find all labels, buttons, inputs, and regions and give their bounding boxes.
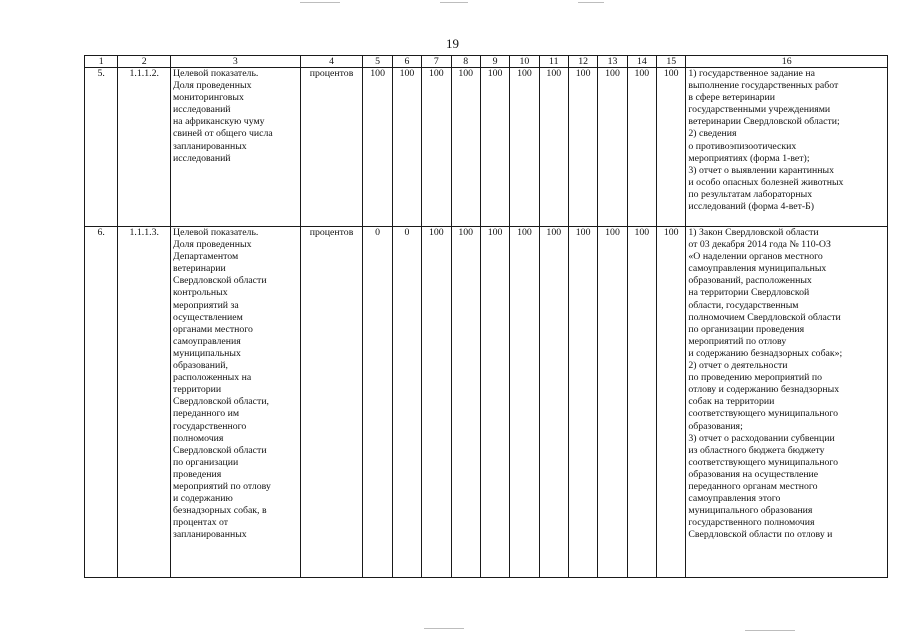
cell-text-line: мероприятий по отлову [173, 480, 271, 492]
cell-text-line: по результатам лабораторных [688, 188, 813, 200]
cell-text-line: мероприятий по отлову [688, 335, 787, 347]
page-number: 19 [446, 36, 459, 51]
cell-text-line: мониторинговых [173, 92, 244, 104]
cell-text-line: мероприятий за [173, 299, 239, 311]
indicator-code: 1.1.1.3. [118, 227, 171, 578]
cell-text-line: 2) отчет о деятельности [688, 360, 788, 372]
cell-text-line: «О наделении органов местного [688, 251, 823, 263]
value-cell: 100 [510, 68, 539, 227]
cell-text-line: полномочием Свердловской области [688, 311, 841, 323]
cell-text-line: территории [173, 384, 222, 396]
value-cell: 100 [422, 227, 451, 578]
cell-text-line: соответствующего муниципального [688, 408, 839, 420]
data-source-cell [686, 68, 888, 227]
row-number: 5. [85, 68, 118, 227]
cell-text-line: проведения [173, 468, 222, 480]
cell-text-line: и содержанию безнадзорных собак»; [688, 347, 843, 359]
cell-text-line: отлову и содержанию безнадзорных [688, 384, 840, 396]
value-cell: 100 [480, 227, 509, 578]
cell-text-line: Департаментом [173, 251, 239, 263]
cell-text-line: муниципального образования [688, 505, 813, 517]
column-header: 14 [627, 56, 656, 68]
cell-text-line: и содержанию [173, 493, 233, 505]
value-cell: 100 [598, 68, 627, 227]
cell-text-line: 1) Закон Свердловской области [688, 227, 819, 238]
cell-text-line: по организации проведения [688, 323, 805, 335]
cell-text-line: выполнение государственных работ [688, 80, 839, 92]
cell-text-line: по проведению мероприятий по [688, 372, 822, 384]
cell-text-line: государственными учреждениями [688, 104, 831, 116]
cell-text-line: 3) отчет о расходовании субвенции [688, 432, 835, 444]
value-cell: 100 [480, 68, 509, 227]
cell-text-line: муниципальных [173, 347, 241, 359]
scan-artifact-top-left [300, 2, 340, 3]
cell-text-line: исследований [173, 104, 231, 116]
cell-text-line: соответствующего муниципального [688, 456, 839, 468]
indicator-name [171, 227, 301, 578]
cell-text-line: полномочия [173, 432, 224, 444]
value-cell: 0 [392, 227, 421, 578]
indicator-code: 1.1.1.2. [118, 68, 171, 227]
cell-text-line: Свердловской области, [173, 396, 270, 408]
column-header: 5 [363, 56, 392, 68]
cell-text-line: контрольных [173, 287, 228, 299]
cell-text-line: образований, расположенных [688, 275, 812, 287]
cell-text-line: расположенных на [173, 372, 252, 384]
value-cell: 100 [568, 68, 597, 227]
cell-text-line: запланированных [173, 529, 247, 541]
cell-text-line: собак на территории [688, 396, 775, 408]
cell-text-line: Свердловской области [173, 275, 267, 287]
cell-text-line: и особо опасных болезней животных [688, 176, 844, 188]
cell-text-line: самоуправления этого [688, 493, 781, 505]
cell-text-line: на территории Свердловской [688, 287, 810, 299]
column-header: 12 [568, 56, 597, 68]
column-header: 7 [422, 56, 451, 68]
cell-text-line: мероприятиях (форма 1-вет); [688, 152, 810, 164]
column-header: 16 [686, 56, 888, 68]
value-cell: 100 [451, 227, 480, 578]
cell-text-line: ветеринарии [173, 263, 226, 275]
cell-text-line: 2) сведения [688, 128, 737, 140]
column-header: 9 [480, 56, 509, 68]
cell-text-line: органами местного [173, 323, 253, 335]
cell-text-line: из областного бюджета бюджету [688, 444, 825, 456]
value-cell: 100 [657, 68, 686, 227]
column-header: 3 [171, 56, 301, 68]
column-header: 4 [300, 56, 363, 68]
cell-text-line: Доля проведенных [173, 239, 252, 251]
value-cell: 100 [627, 68, 656, 227]
scan-artifact-top-right [578, 2, 604, 3]
value-cell: 100 [539, 68, 568, 227]
cell-text-line: по организации [173, 456, 239, 468]
table-row [85, 68, 888, 227]
cell-text-line: переданного им [173, 408, 240, 420]
column-header: 8 [451, 56, 480, 68]
value-cell: 100 [657, 227, 686, 578]
unit-cell: процентов [300, 68, 363, 227]
value-cell: 100 [568, 227, 597, 578]
cell-text-line: Свердловской области по отлову и [688, 529, 833, 541]
cell-text-line: образования; [688, 420, 743, 432]
row-number: 6. [85, 227, 118, 578]
cell-text-line: переданного органам местного [688, 480, 818, 492]
value-cell: 100 [539, 227, 568, 578]
cell-text-line: государственного полномочия [688, 517, 815, 529]
column-header: 2 [118, 56, 171, 68]
column-header: 15 [657, 56, 686, 68]
cell-text-line: на африканскую чуму [173, 116, 265, 128]
column-header: 1 [85, 56, 118, 68]
cell-text-line: государственного [173, 420, 247, 432]
cell-text-line: Целевой показатель. [173, 227, 259, 238]
cell-text-line: образования на осуществление [688, 468, 819, 480]
cell-text-line: исследований (форма 4-вет-Б) [688, 201, 815, 213]
cell-text-line: ветеринарии Свердловской области; [688, 116, 840, 128]
cell-text-line: 3) отчет о выявлении карантинных [688, 164, 834, 176]
cell-text-line: самоуправления [173, 335, 241, 347]
cell-text-line: Доля проведенных [173, 80, 252, 92]
cell-text-line: запланированных [173, 140, 247, 152]
cell-text-line: Свердловской области [173, 444, 267, 456]
data-source-cell [686, 227, 888, 578]
value-cell: 0 [363, 227, 392, 578]
column-header: 11 [539, 56, 568, 68]
cell-text-line: о противоэпизоотических [688, 140, 797, 152]
cell-text-line: от 03 декабря 2014 года № 110-ОЗ [688, 239, 831, 251]
indicator-name [171, 68, 301, 227]
cell-text-line: самоуправления муниципальных [688, 263, 827, 275]
value-cell: 100 [627, 227, 656, 578]
column-header: 13 [598, 56, 627, 68]
indicator-table [84, 55, 888, 578]
cell-text-line: в сфере ветеринарии [688, 92, 775, 104]
cell-text-line: 1) государственное задание на [688, 68, 815, 79]
value-cell: 100 [510, 227, 539, 578]
cell-text-line: осуществлением [173, 311, 243, 323]
cell-text-line: свиней от общего числа [173, 128, 273, 140]
table-row [85, 227, 888, 578]
cell-text-line: исследований [173, 152, 231, 164]
scan-artifact-bottom-left [424, 628, 464, 629]
value-cell: 100 [392, 68, 421, 227]
unit-cell: процентов [300, 227, 363, 578]
value-cell: 100 [363, 68, 392, 227]
value-cell: 100 [422, 68, 451, 227]
cell-text-line: безнадзорных собак, в [173, 505, 267, 517]
scan-artifact-bottom-right [745, 630, 795, 631]
value-cell: 100 [598, 227, 627, 578]
value-cell: 100 [451, 68, 480, 227]
column-header: 10 [510, 56, 539, 68]
scan-artifact-top-mid [440, 2, 468, 3]
column-header: 6 [392, 56, 421, 68]
cell-text-line: Целевой показатель. [173, 68, 259, 79]
cell-text-line: области, государственным [688, 299, 799, 311]
cell-text-line: процентах от [173, 517, 229, 529]
header-row [85, 56, 888, 68]
cell-text-line: образований, [173, 360, 228, 372]
